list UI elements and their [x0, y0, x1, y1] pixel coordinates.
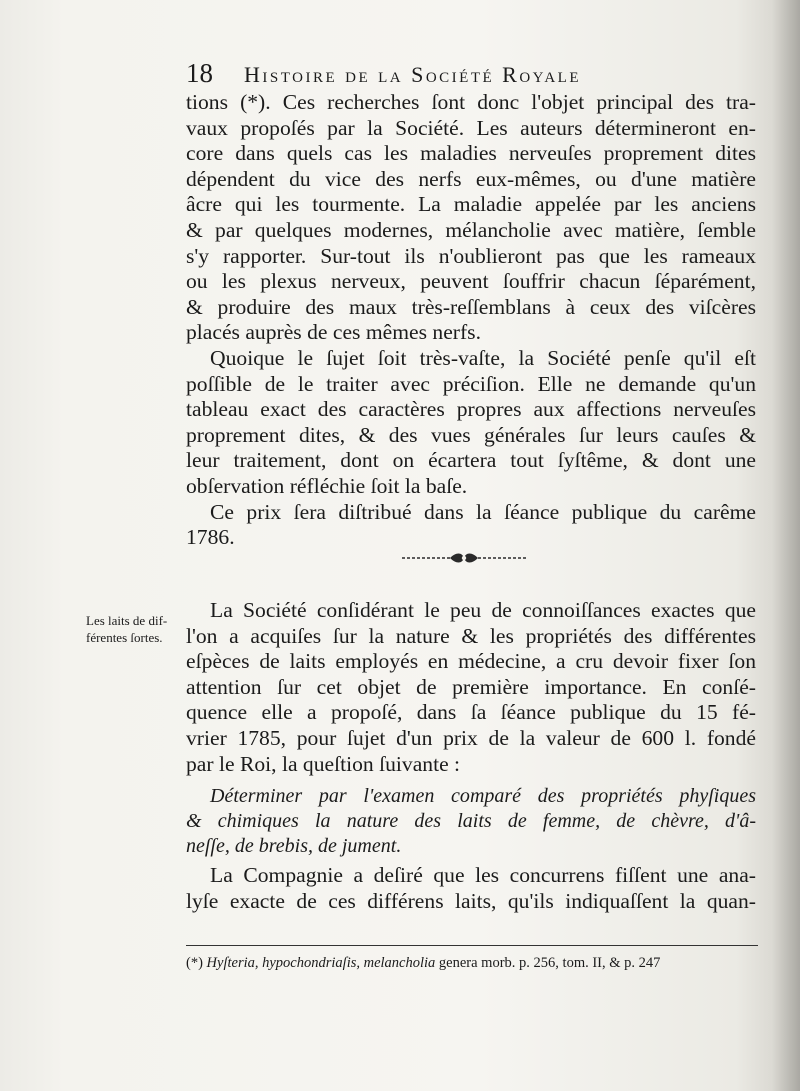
footnote-rule [186, 945, 758, 946]
text-line: Quoique le ſujet ſoit très-vaſte, la Société penſe qu'il eſt [210, 345, 756, 370]
paragraph-4 [186, 598, 756, 777]
text-line: 1786. [186, 525, 235, 550]
footnote-italic: Hyſteria, hypochondriaſis, melancholia [206, 955, 436, 971]
gutter-shadow [772, 0, 800, 1091]
main-text [186, 90, 756, 551]
text-line: lyſe exacte de ces différens laits, qu'ils indiquaſſent la quan- [186, 888, 756, 913]
text-line: & chimiques la nature des laits de femme, de chèvre, d'â- [186, 810, 756, 832]
footnote [186, 954, 758, 972]
text-line: tableau exact des caractères propres aux affections nerveuſes [186, 397, 756, 422]
text-line: & produire des maux très-reſſemblans à ceux des viſcères [186, 294, 756, 319]
paragraph-1 [186, 90, 756, 346]
text-line: La Société conſidérant le peu de connoiſſances exactes que [210, 598, 756, 622]
text-line: poſſible de le traiter avec préciſion. Elle ne demande qu'un [186, 371, 756, 396]
text-line: proprement dites, & des vues générales ſur leurs cauſes & [186, 422, 756, 447]
text-line: vaux propoſés par la Société. Les auteurs détermineront en- [186, 115, 756, 140]
text-line: quence elle a propoſé, dans ſa ſéance publique du 15 fé- [186, 700, 756, 725]
text-line: l'on a acquiſes ſur la nature & les propriétés des différentes [186, 623, 756, 648]
text-line: dépendent du vice des nerfs eux-mêmes, ou d'une matière [186, 166, 756, 191]
footnote-marker: (*) [186, 955, 203, 971]
running-head [186, 58, 746, 90]
running-head-title: Histoire de la Société Royale [244, 62, 581, 87]
prize-question [186, 784, 756, 859]
text-line: attention ſur cet objet de première importance. En conſé- [186, 674, 756, 699]
text-line: core dans quels cas les maladies nerveuſes proprement dites [186, 141, 756, 166]
page-number: 18 [186, 58, 213, 88]
text-line: ou les plexus nerveux, peuvent ſouffrir chacun ſéparément, [186, 269, 756, 294]
text-line: & par quelques modernes, mélancholie avec matière, ſemble [186, 217, 756, 242]
text-line: eſpèces de laits employés en médecine, a cru devoir fixer ſon [186, 649, 756, 674]
text-line: vrier 1785, pour ſujet d'un prix de la valeur de 600 l. fondé [186, 725, 756, 750]
text-line: placés auprès de ces mêmes nerfs. [186, 320, 481, 345]
text-line: âcre qui les tourmente. La maladie appelée par les anciens [186, 192, 756, 217]
footnote-text: genera morb. p. 256, tom. II, & p. 247 [438, 955, 661, 971]
text-line: leur traitement, dont on écartera tout ſyſtême, & dont une [186, 448, 756, 473]
text-line: par le Roi, la queſtion ſuivante : [186, 751, 461, 776]
paragraph-2 [186, 346, 756, 500]
text-line: neſſe, de brebis, de jument. [186, 835, 402, 857]
paragraph-5 [186, 863, 756, 914]
text-line: Déterminer par l'examen comparé des propriétés phyſiques [210, 785, 756, 807]
text-line: tions (*). Ces recherches ſont donc l'objet principal des tra- [186, 90, 756, 114]
margin-note: Les laits de dif-férentes ſortes. [86, 613, 168, 645]
text-line: obſervation réfléchie ſoit la baſe. [186, 473, 468, 498]
text-line: Ce prix ſera diſtribué dans la ſéance publique du carême [210, 499, 756, 524]
section-ornament [400, 551, 528, 565]
text-line: La Compagnie a deſiré que les concurrens fiſſent une ana- [210, 863, 756, 887]
paragraph-3 [186, 500, 756, 551]
text-line: s'y rapporter. Sur-tout ils n'oublieront pas que les rameaux [186, 243, 756, 268]
